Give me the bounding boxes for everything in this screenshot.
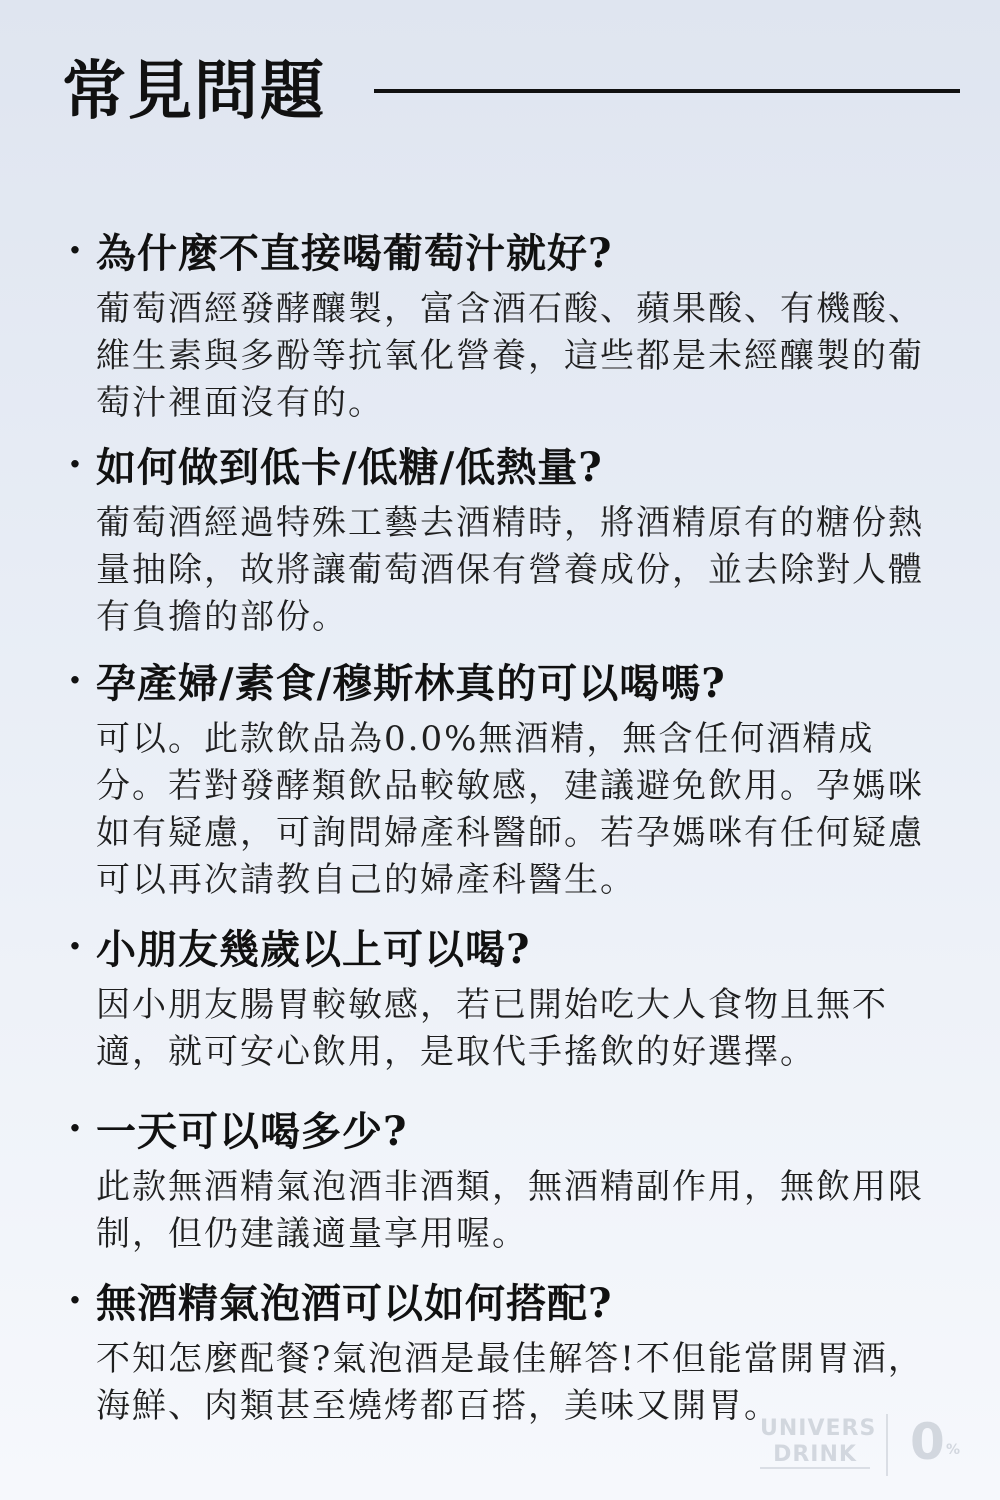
bullet-icon: · xyxy=(68,441,83,488)
faq-answer: 因小朋友腸胃較敏感，若已開始吃大人食物且無不適，就可安心飲用，是取代手搖飲的好選擇。 xyxy=(96,985,888,1072)
bullet-icon: · xyxy=(68,227,83,274)
faq-question-text: 一天可以喝多少? xyxy=(96,1108,408,1155)
bullet-icon: · xyxy=(68,657,83,704)
logo-line-1: UNIVERS xyxy=(760,1416,877,1441)
logo-line-2: DRINK xyxy=(773,1442,857,1467)
logo-zero-icon: 0 xyxy=(910,1413,945,1471)
faq-answer: 葡萄酒經發酵釀製，富含酒石酸、蘋果酸、有機酸、維生素與多酚等抗氧化營養，這些都是未經釀製的葡萄汁裡面沒有的。 xyxy=(96,289,924,423)
faq-answer: 不知怎麼配餐?氣泡酒是最佳解答!不但能當開胃酒，海鮮、肉類甚至燒烤都百搭，美味又開胃。 xyxy=(96,1339,924,1426)
faq-question xyxy=(62,440,952,496)
faq-question xyxy=(62,1104,952,1160)
faq-question-text: 無酒精氣泡酒可以如何搭配? xyxy=(96,1280,613,1327)
faq-item xyxy=(62,656,952,904)
faq-item xyxy=(62,226,952,427)
faq-item xyxy=(62,922,952,1076)
brand-logo xyxy=(760,1414,960,1476)
logo-underline xyxy=(760,1467,870,1469)
faq-item xyxy=(62,1104,952,1258)
faq-item xyxy=(62,440,952,641)
title-divider xyxy=(374,89,960,93)
bullet-icon: · xyxy=(68,923,83,970)
logo-divider xyxy=(886,1414,888,1476)
faq-question-text: 如何做到低卡/低糖/低熱量? xyxy=(96,444,603,491)
faq-question xyxy=(62,656,952,712)
faq-question xyxy=(62,922,952,978)
page-header xyxy=(62,52,960,132)
faq-question-text: 孕產婦/素食/穆斯林真的可以喝嗎? xyxy=(96,660,726,707)
faq-question-text: 為什麼不直接喝葡萄汁就好? xyxy=(96,230,613,277)
logo-percent: % xyxy=(946,1442,961,1458)
faq-question xyxy=(62,226,952,282)
faq-item xyxy=(62,1276,952,1430)
bullet-icon: · xyxy=(68,1277,83,1324)
faq-question-text: 小朋友幾歲以上可以喝? xyxy=(96,926,531,973)
faq-answer: 此款無酒精氣泡酒非酒類，無酒精副作用，無飲用限制，但仍建議適量享用喔。 xyxy=(96,1167,924,1254)
faq-answer: 可以。此款飲品為0.0%無酒精，無含任何酒精成分。若對發酵類飲品較敏感，建議避免飲用。孕媽咪如有疑慮，可詢問婦產科醫師。若孕媽咪有任何疑慮可以再次請教自己的婦產科醫生。 xyxy=(96,719,924,900)
bullet-icon: · xyxy=(68,1105,83,1152)
logo-wordmark xyxy=(760,1416,877,1468)
page-title: 常見問題 xyxy=(62,54,326,129)
faq-answer: 葡萄酒經過特殊工藝去酒精時，將酒精原有的糖份熱量抽除，故將讓葡萄酒保有營養成份，並去除對人體有負擔的部份。 xyxy=(96,503,924,637)
faq-question xyxy=(62,1276,952,1332)
